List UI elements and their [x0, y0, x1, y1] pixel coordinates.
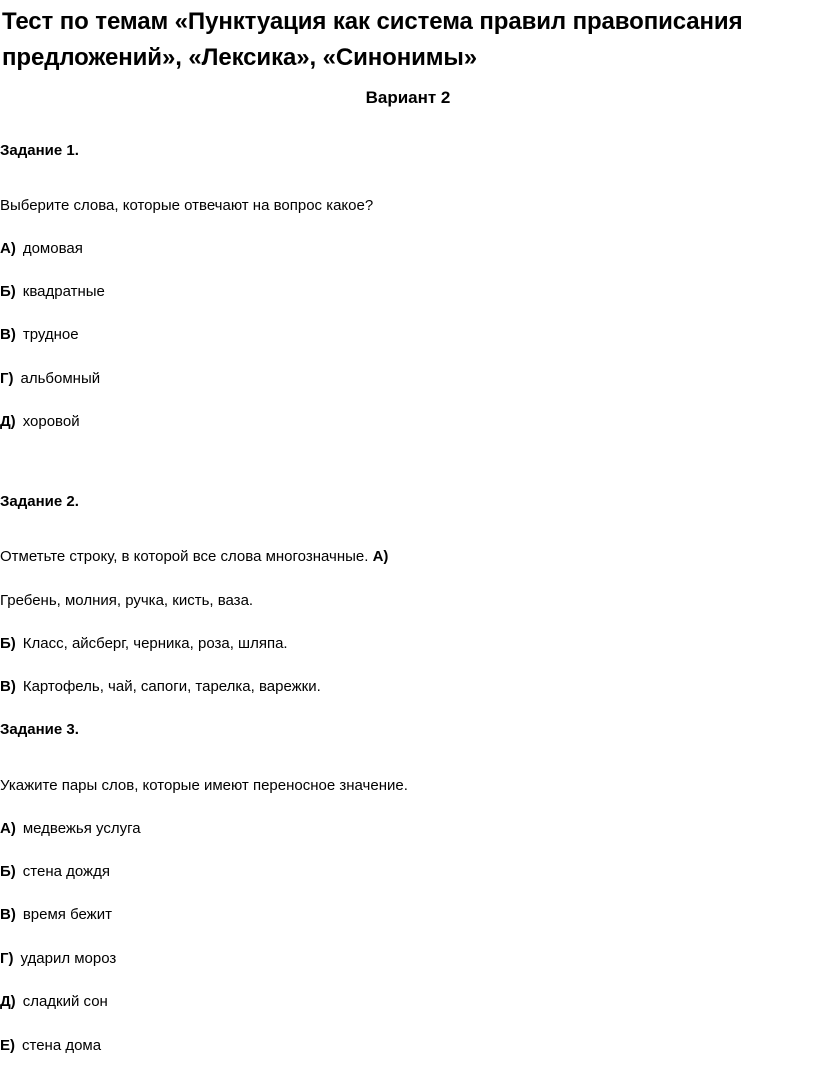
variant-heading: Вариант 2: [365, 88, 451, 107]
document-title-line-1: Тест по темам «Пунктуация как система правил правописания: [2, 8, 743, 35]
option-text: медвежья услуга: [22, 820, 141, 837]
task-2-option-b: [0, 635, 288, 652]
task-1-option-e: [0, 413, 80, 430]
task-3-option-a: [0, 820, 141, 837]
task-2-option-a-text: Гребень, молния, ручка, кисть, ваза.: [0, 592, 254, 609]
task-1-option-b: [0, 283, 105, 300]
option-letter: В): [0, 906, 16, 923]
task-2-option-c: [0, 678, 321, 695]
option-text: Картофель, чай, сапоги, тарелка, варежки.: [22, 678, 321, 695]
option-letter: А): [0, 240, 16, 257]
option-text: время бежит: [22, 906, 112, 923]
task-3-option-e: [0, 993, 108, 1010]
option-letter: В): [0, 678, 16, 695]
option-text: ударил мороз: [20, 950, 117, 967]
option-text: альбомный: [20, 370, 101, 387]
task-2-heading: Задание 2.: [0, 493, 79, 510]
option-text: квадратные: [22, 283, 105, 300]
option-letter: В): [0, 326, 16, 343]
document-title-line-2: предложений», «Лексика», «Синонимы»: [2, 44, 478, 71]
option-text: стена дома: [22, 1037, 102, 1054]
option-text: сладкий сон: [22, 993, 108, 1010]
option-letter: Е): [0, 1037, 15, 1054]
task-2-question: [0, 548, 388, 565]
option-letter: Б): [0, 283, 16, 300]
option-letter: Д): [0, 413, 16, 430]
option-letter: Б): [0, 863, 16, 880]
task-3-heading: Задание 3.: [0, 721, 79, 738]
option-letter: А): [372, 548, 389, 565]
task-3-option-d: [0, 950, 116, 967]
option-text: Класс, айсберг, черника, роза, шляпа.: [22, 635, 288, 652]
option-text: домовая: [22, 240, 83, 257]
option-letter: Д): [0, 993, 16, 1010]
task-3-option-f: [0, 1037, 101, 1054]
option-letter: Г): [0, 370, 14, 387]
option-text: трудное: [22, 326, 79, 343]
option-letter: Б): [0, 635, 16, 652]
task-1-heading: Задание 1.: [0, 142, 79, 159]
option-text: хоровой: [22, 413, 80, 430]
task-1-option-c: [0, 326, 79, 343]
task-3-option-c: [0, 906, 112, 923]
option-letter: А): [0, 820, 16, 837]
option-letter: Г): [0, 950, 14, 967]
task-1-question: Выберите слова, которые отвечают на вопрос какое?: [0, 197, 374, 214]
task-3-option-b: [0, 863, 110, 880]
task-3-question: Укажите пары слов, которые имеют переносное значение.: [0, 777, 408, 794]
question-text: Отметьте строку, в которой все слова многозначные.: [0, 548, 369, 565]
option-text: стена дождя: [22, 863, 110, 880]
task-1-option-d: [0, 370, 100, 387]
task-1-option-a: [0, 240, 83, 257]
